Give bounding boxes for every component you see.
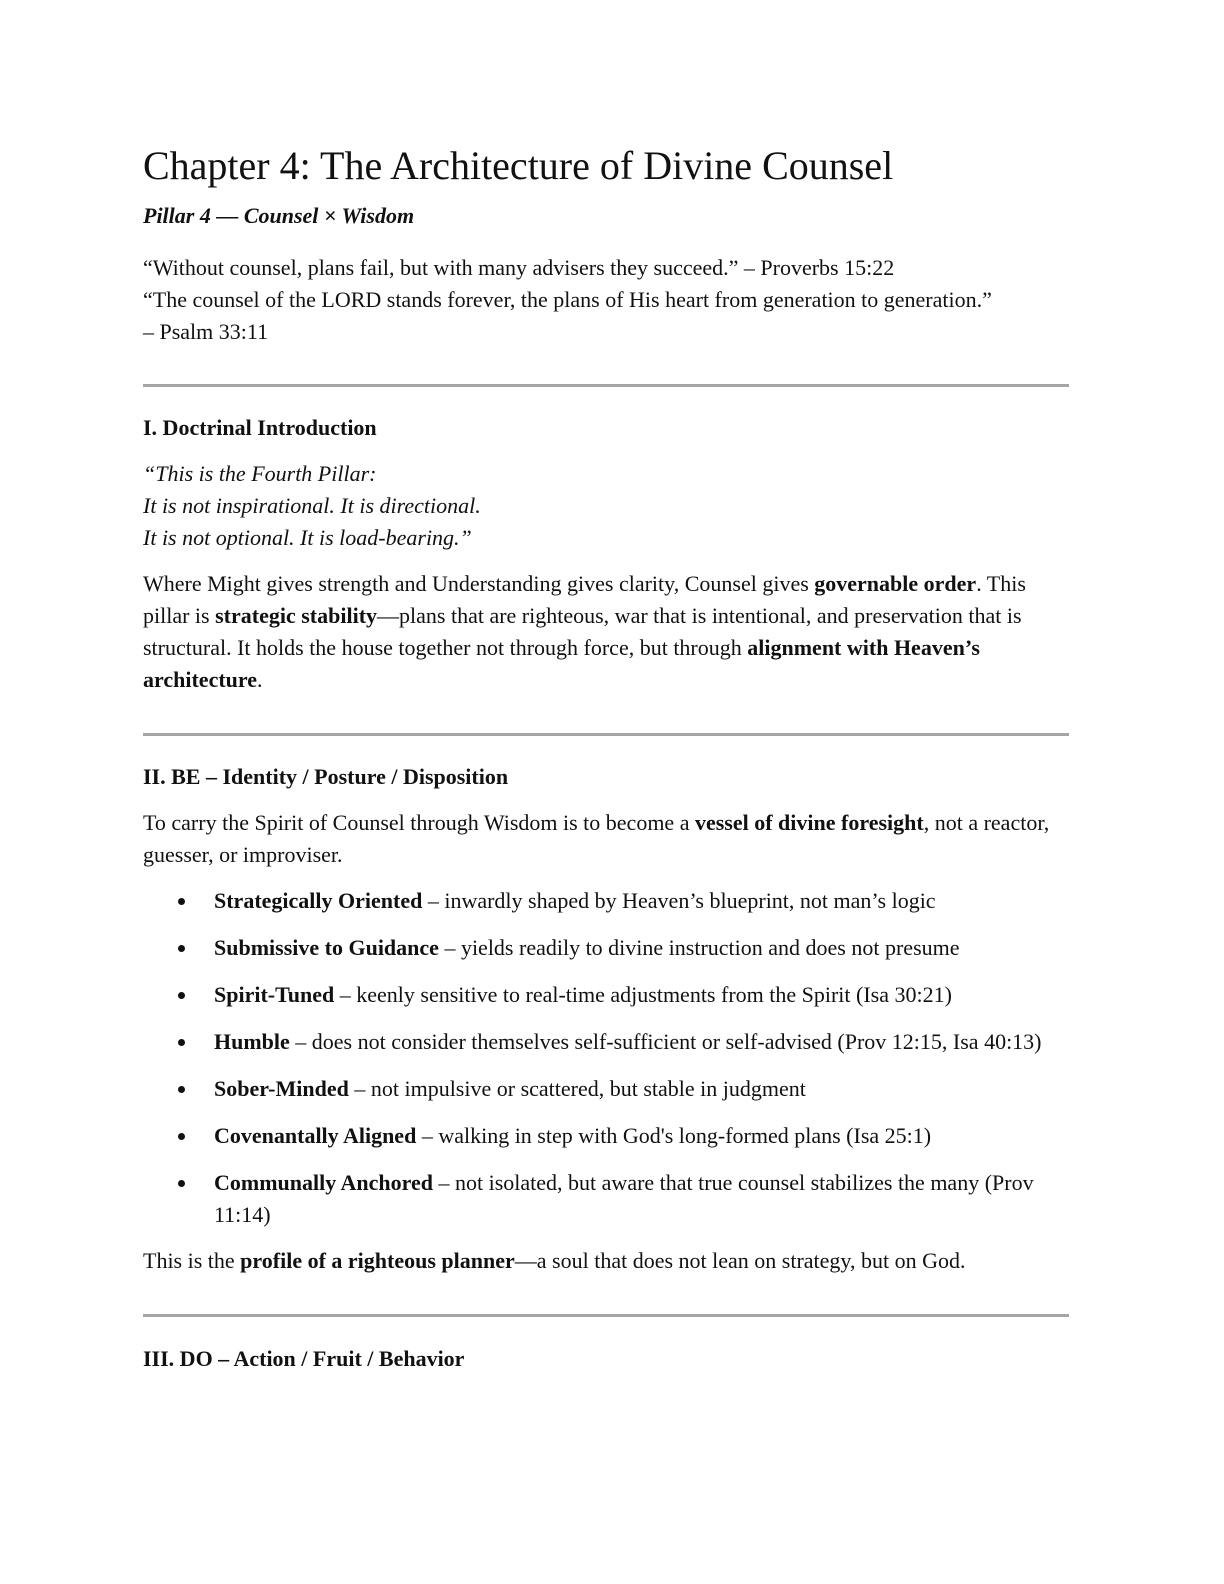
bullet-icon: [178, 992, 185, 999]
section-heading: I. Doctrinal Introduction: [143, 415, 377, 440]
pillar-quote-line: It is not optional. It is load-bearing.”: [143, 525, 472, 550]
paragraph-text: , not a reactor, guesser, or improviser.: [143, 810, 1050, 867]
trait-name: Covenantally Aligned: [214, 1123, 417, 1148]
epigraph-line-2: “The counsel of the LORD stands forever, the plans of His heart from generation to generation.”: [143, 287, 992, 312]
emphasis-text: profile of a righteous planner: [240, 1248, 515, 1273]
trait-name: Communally Anchored: [214, 1170, 434, 1195]
section-heading: II. BE – Identity / Posture / Disposition: [143, 764, 509, 789]
section-divider: [143, 384, 1069, 387]
trait-item: [143, 1120, 1069, 1152]
paragraph-text: This is the: [143, 1248, 241, 1273]
bullet-icon: [178, 1133, 185, 1140]
paragraph-text: .: [257, 667, 263, 692]
trait-description: – does not consider themselves self-sufficient or self-advised (Prov 12:15, Isa 40:13): [289, 1029, 1042, 1054]
pillar-quote: [143, 458, 1069, 554]
trait-item: [143, 1167, 1069, 1231]
bullet-icon: [178, 1086, 185, 1093]
paragraph-text: —plans that are righteous, war that is intentional, and preservation that is structural. It holds the house together not through force, but through: [143, 603, 1022, 660]
section-doctrinal-introduction: [143, 412, 1069, 696]
section-divider: [143, 1314, 1069, 1317]
section-be-identity: [143, 761, 1069, 1277]
bullet-icon: [178, 1180, 185, 1187]
epigraph-line-3: – Psalm 33:11: [143, 319, 269, 344]
be-intro-paragraph: [143, 807, 1069, 871]
trait-description: – not impulsive or scattered, but stable in judgment: [348, 1076, 806, 1101]
trait-item: [143, 1026, 1069, 1058]
trait-description: – not isolated, but aware that true counsel stabilizes the many (Prov 11:14): [214, 1170, 1034, 1227]
trait-description: – walking in step with God's long-formed plans (Isa 25:1): [416, 1123, 932, 1148]
trait-item: [143, 932, 1069, 964]
section-do-action: [143, 1343, 1069, 1375]
be-closing-paragraph: [143, 1245, 1069, 1277]
paragraph-text: To carry the Spirit of Counsel through Wisdom is to become a: [143, 810, 695, 835]
trait-name: Submissive to Guidance: [214, 935, 439, 960]
section-heading: III. DO – Action / Fruit / Behavior: [143, 1346, 465, 1371]
paragraph-text: . This pillar is: [143, 571, 1026, 628]
epigraph: [143, 252, 1069, 348]
trait-name: Spirit-Tuned: [214, 982, 335, 1007]
trait-list: [143, 885, 1069, 1231]
trait-description: – keenly sensitive to real-time adjustments from the Spirit (Isa 30:21): [334, 982, 952, 1007]
epigraph-line-1: “Without counsel, plans fail, but with many advisers they succeed.” – Proverbs 15:22: [143, 255, 895, 280]
pillar-quote-line: “This is the Fourth Pillar:: [143, 461, 377, 486]
chapter-title: Chapter 4: The Architecture of Divine Counsel: [143, 143, 894, 188]
trait-name: Strategically Oriented: [214, 888, 423, 913]
trait-item: [143, 1073, 1069, 1105]
trait-item: [143, 885, 1069, 917]
pillar-subtitle: Pillar 4 — Counsel × Wisdom: [143, 203, 415, 228]
document-page: [143, 140, 1069, 1389]
emphasis-text: vessel of divine foresight: [694, 810, 924, 835]
emphasis-text: strategic stability: [215, 603, 378, 628]
trait-name: Sober-Minded: [214, 1076, 349, 1101]
bullet-icon: [178, 945, 185, 952]
trait-description: – inwardly shaped by Heaven’s blueprint, not man’s logic: [422, 888, 936, 913]
bullet-icon: [178, 1039, 185, 1046]
emphasis-text: alignment with Heaven’s architecture: [143, 635, 980, 692]
emphasis-text: governable order: [814, 571, 977, 596]
paragraph-text: Where Might gives strength and Understanding gives clarity, Counsel gives: [143, 571, 815, 596]
paragraph-text: —a soul that does not lean on strategy, but on God.: [514, 1248, 966, 1273]
bullet-icon: [178, 898, 185, 905]
trait-description: – yields readily to divine instruction and does not presume: [438, 935, 960, 960]
section-divider: [143, 733, 1069, 736]
intro-paragraph: [143, 568, 1069, 696]
trait-name: Humble: [214, 1029, 290, 1054]
pillar-quote-line: It is not inspirational. It is directional.: [143, 493, 481, 518]
trait-item: [143, 979, 1069, 1011]
